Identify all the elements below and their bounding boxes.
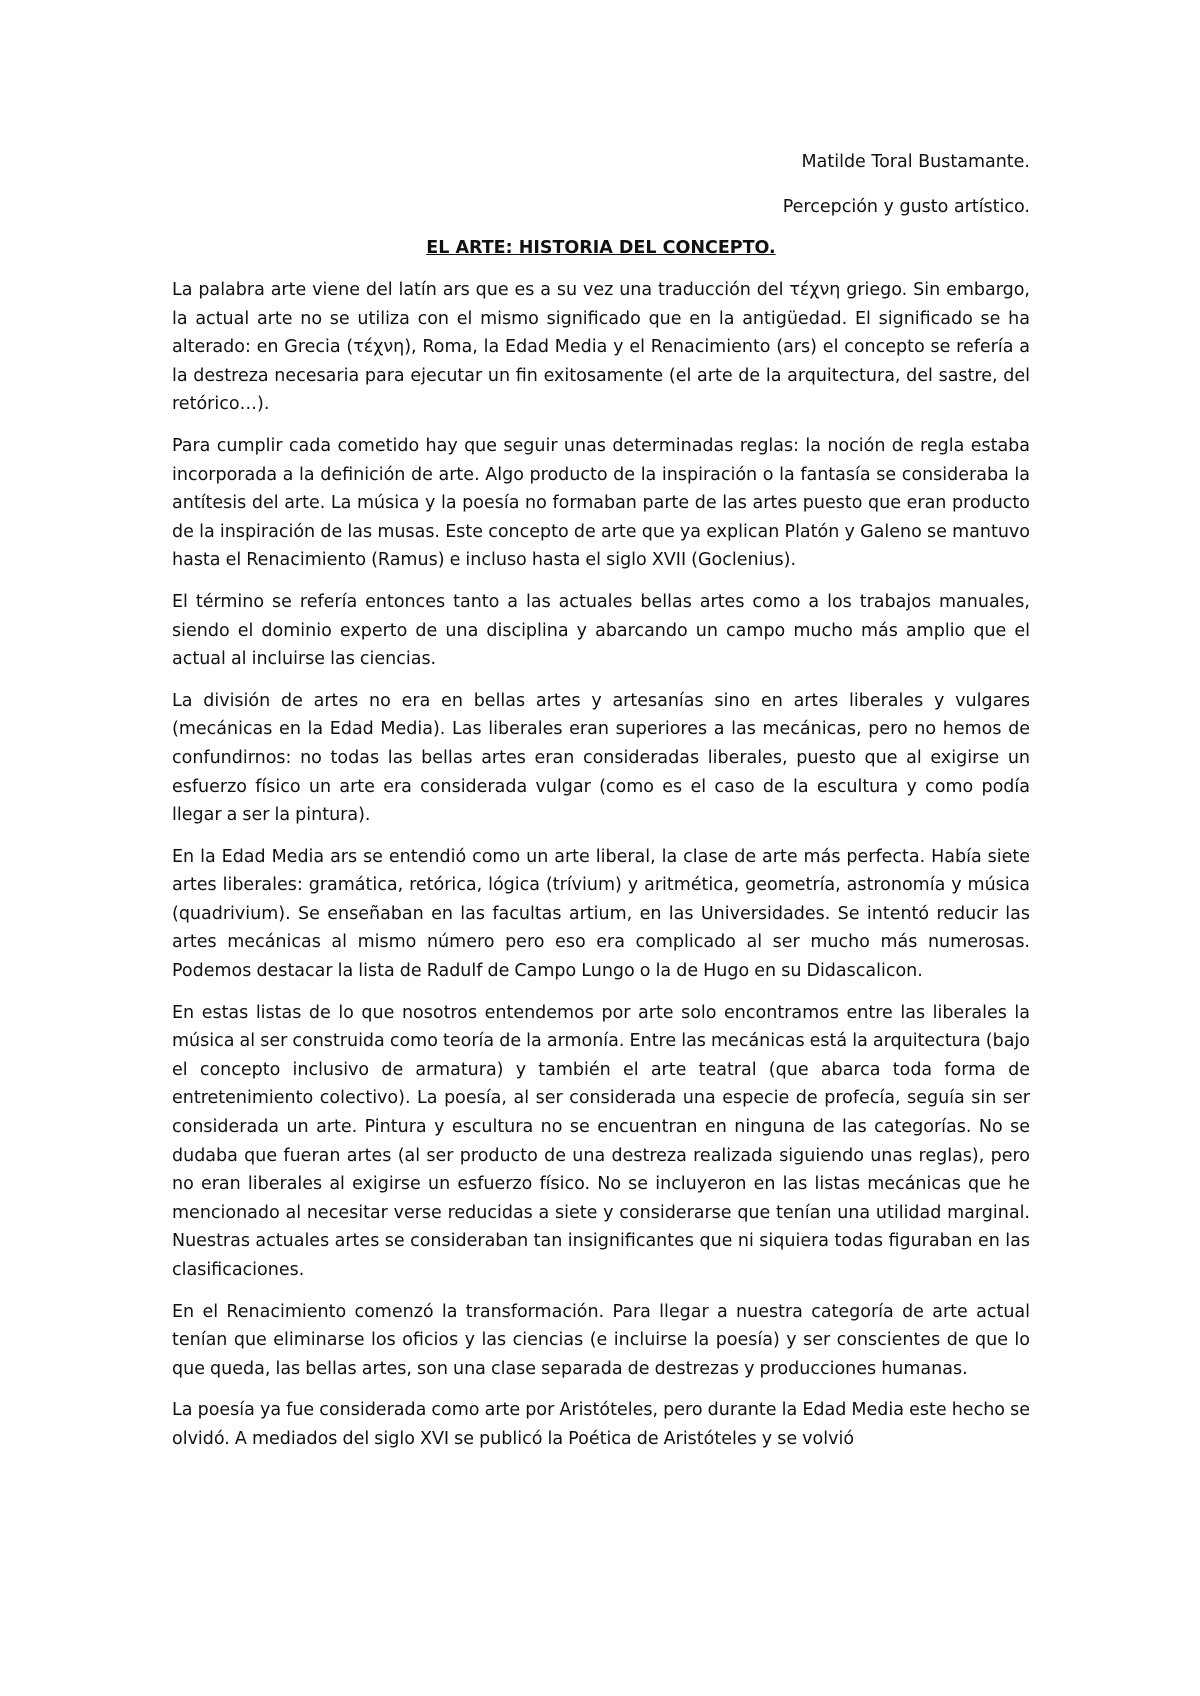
author-name: Matilde Toral Bustamante.: [801, 152, 1030, 172]
paragraph-1: La palabra arte viene del latín ars que es a su vez una traducción del τέχνη griego. Sin embargo, la actual arte no se utiliza con el mismo significado que en la antigüedad. El significado se ha alterado: en Grecia (τέχνη), Roma, la Edad Media y el Renacimiento (ars) el concepto se refería a la destreza necesaria para ejecutar un fin exitosamente (el arte de la arquitectura, del sastre, del retórico…).: [172, 280, 1030, 415]
paragraph-8: La poesía ya fue considerada como arte por Aristóteles, pero durante la Edad Media este hecho se olvidó. A mediados del siglo XVI se publicó la Poética de Aristóteles y se volvió: [172, 1400, 1030, 1449]
paragraph-2: Para cumplir cada cometido hay que seguir unas determinadas reglas: la noción de regla estaba incorporada a la definición de arte. Algo producto de la inspiración o la fantasía se consideraba la antítesis del arte. La música y la poesía no formaban parte de las artes puesto que eran producto de la inspiración de las musas. Este concepto de arte que ya explican Platón y Galeno se mantuvo hasta el Renacimiento (Ramus) e incluso hasta el siglo XVII (Goclenius).: [172, 435, 1030, 571]
paragraph-5: En la Edad Media ars se entendió como un arte liberal, la clase de arte más perfecta. Había siete artes liberales: gramática, retórica, lógica (trívium) y aritmética, geometría, astronomía y música (quadrivium). Se enseñaban en las facultas artium, en las Universidades. Se intentó reducir las artes mecánicas al mismo número pero eso era complicado al ser mucho más numerosas. Podemos destacar la lista de Radulf de Campo Lungo o la de Hugo en su Didascalicon.: [172, 846, 1030, 982]
document-header: [700, 140, 1030, 230]
document-title: EL ARTE: HISTORIA DEL CONCEPTO.: [426, 238, 776, 258]
course-name: Percepción y gusto artístico.: [782, 197, 1030, 217]
document-body: [172, 276, 1030, 1454]
paragraph-3: El término se refería entonces tanto a las actuales bellas artes como a los trabajos manuales, siendo el dominio experto de una disciplina y abarcando un campo mucho más amplio que el actual al incluirse las ciencias.: [172, 591, 1030, 670]
paragraph-6: En estas listas de lo que nosotros entendemos por arte solo encontramos entre las liberales la música al ser construida como teoría de la armonía. Entre las mecánicas está la arquitectura (bajo el concepto inclusivo de armatura) y también el arte teatral (que abarca toda forma de entretenimiento colectivo). La poesía, al ser considerada una especie de profecía, seguía sin ser considerada un arte. Pintura y escultura no se encuentran en ninguna de las categorías. No se dudaba que fueran artes (al ser producto de una destreza realizada siguiendo unas reglas), pero no eran liberales al exigirse un esfuerzo físico. No se incluyeron en las listas mecánicas que he mencionado al necesitar verse reducidas a siete y considerarse que tenían una utilidad marginal. Nuestras actuales artes se consideraban tan insignificantes que ni siquiera todas figuraban en las clasificaciones.: [172, 1002, 1030, 1280]
paragraph-4: La división de artes no era en bellas artes y artesanías sino en artes liberales y vulgares (mecánicas en la Edad Media). Las liberales eran superiores a las mecánicas, pero no hemos de confundirnos: no todas las bellas artes eran consideradas liberales, puesto que al exigirse un esfuerzo físico un arte era considerada vulgar (como es el caso de la escultura y como podía llegar a ser la pintura).: [172, 690, 1030, 826]
paragraph-7: En el Renacimiento comenzó la transformación. Para llegar a nuestra categoría de arte actual tenían que eliminarse los oficios y las ciencias (e incluirse la poesía) y ser conscientes de que lo que queda, las bellas artes, son una clase separada de destrezas y producciones humanas.: [172, 1301, 1030, 1379]
